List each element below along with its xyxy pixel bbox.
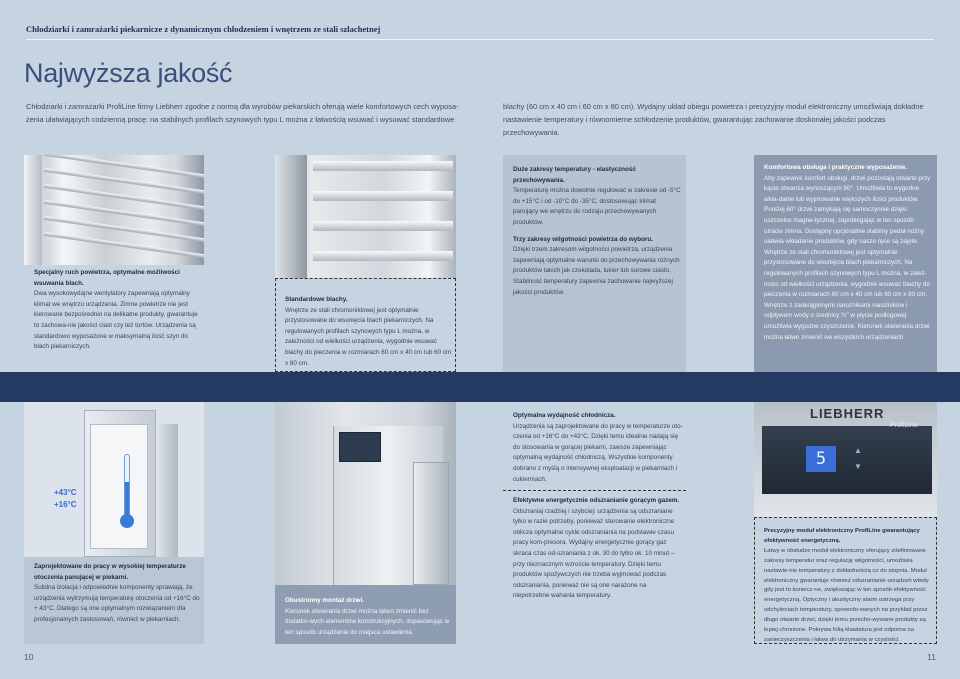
photo-fridge-temps [24, 402, 204, 557]
up-icon: ▲ [854, 446, 862, 455]
caption-standard-trays-text: Wnętrze ze stali chromoniklowej jest optymalnie przystosowane do wsunięcia blach piekarniczych. Na regulowanych profilach szynowych typu L można, w zależności od wielkości urządzenia, wygodnie wsuwać blachy do pieczenia w rozmiarach 60 cm x 40 cm lub 60 cm x 80 cm. [285, 306, 452, 367]
caption-door-mount [285, 596, 453, 638]
caption-defrost-box [503, 490, 686, 491]
tile-air-flow [24, 155, 204, 372]
caption-comfort-title: Komfortowa obsługa i praktyczne wyposażenie. [764, 164, 908, 171]
caption-high-ambient [34, 562, 202, 626]
brand-logo: LIEBHERR [810, 406, 885, 421]
caption-door-mount-title: Obustronny montaż drzwi. [285, 597, 365, 604]
caption-temperature-title: Duże zakresy temperatury - elastyczność przechowywania. [513, 166, 636, 184]
caption-cooling-text: Urządzenia są zaprojektowane do pracy w temperaturze oto-czenia od +16°C do +43°C. Dzięki temu idealnie nadają się do stosowania w gorącej piekarni, zawsze zapewniając optymalną wydajność chłodniczą. Wszystkie komponenty dobrano z myślą o intensywnej eksploatacji w piekarniach i cukierniach. [513, 422, 683, 483]
photo-rack-rails [24, 155, 204, 265]
photo-control-panel [754, 402, 937, 517]
running-header: Chłodziarki i zamrażarki piekarnicze z dynamicznym chłodzeniem i wnętrzem ze stali szlachetnej [26, 24, 381, 34]
caption-high-ambient-text: Solidna izolacja i odpowiednie komponenty sprawiają, że urządzenia wytrzymują temperaturę otoczenia od +16°C do + 43°C. Dlatego są one optymalnym rozwiązaniem dla profesjonalnych zastosowań, również w piekarniach. [34, 584, 200, 623]
caption-electronics-title: Precyzyjny moduł elektroniczny ProfiLine gwarantujący efektywność energetyczną. [764, 528, 920, 544]
caption-temperature-text: Temperaturę można dowolnie regulować w zakresie od -5°C do +15°C i od -10°C do -35°C, dostosowując klimat panujący we wnętrzu do rodzaju przechowywanych produktów. [513, 187, 681, 226]
tile-comfort [754, 155, 937, 372]
tile-electronics [754, 402, 937, 644]
separator-band [0, 372, 960, 402]
display-value: 5 [806, 446, 836, 472]
temp-high-label: +43°C [54, 488, 77, 497]
header-rule [26, 39, 934, 40]
page-title: Najwyższa jakość [24, 58, 233, 88]
caption-high-ambient-title: Zaprojektowane do pracy w wysokiej temperaturze otoczenia panującej w piekarni. [34, 563, 186, 581]
brand-line: ProfiLine [890, 422, 918, 429]
caption-air-flow-text: Dwa wysokowydajne wentylatory zapewniają optymalny klimat we wnętrzu urządzenia. Zimne powietrze nie jest kierowane bezpośrednio na delikatne produkty, gwarantuje to zachowa-nie jakości ciast czy też tortów. Urządzenia są standardowo wyposażone w maksymalną ilość szyn do blach piekarniczych. [34, 290, 198, 351]
caption-temperature-ranges [513, 165, 681, 298]
photo-trays [275, 155, 456, 278]
caption-standard-trays [285, 295, 453, 369]
tile-standard-trays [275, 155, 456, 372]
caption-electronics [764, 527, 936, 646]
caption-door-mount-text: Kierunek otwierania drzwi można łatwo zmienić bez dodatko-wych elementów konstrukcyjnych, dopasowując w ten sposób urządzenie do miejsca ustawienia. [285, 607, 450, 636]
temp-low-label: +16°C [54, 500, 77, 509]
down-icon: ▼ [854, 462, 862, 471]
tile-cooling-defrost [503, 402, 686, 644]
page-number-right: 11 [927, 652, 936, 662]
tile-temperature-ranges [503, 155, 686, 372]
caption-defrost-text: Odszraniaj rzadziej i szybciej: urządzenia są odszraniane tylko w razie potrzeby, ponieważ sterowanie elektroniczne oblicza optymalne cykle odszraniania na podstawie czasu pracy kom-presora. Wydajny energetycznie gorący gaz skraca czas od-szraniania z ok. 30 do tylko ok. 10 minut – przy nieznacznym wzroście temperatury. Dzięki temu produktów spożywczych nie trzeba wyjmować podczas odszraniania, ponieważ nie są one narażone na niepotrzebne wahania temperatury. [513, 507, 675, 600]
caption-defrost-title: Efektywne energetycznie odszranianie gorącym gazem. [513, 497, 680, 504]
intro-right: blachy (60 cm x 40 cm i 60 cm x 80 cm). Wydajny układ obiegu powietrza i precyzyjny moduł elektroniczny umożliwiają dokładne nastawienie temperatury i równomierne schłodzenie produktów, gwarantując zachowanie doskonałej jakości podczas przechowywania. [503, 102, 924, 137]
caption-comfort [764, 163, 934, 343]
caption-air-flow-title: Specjalny ruch powietrza, optymalne możliwości wsuwania blach. [34, 269, 180, 287]
caption-cooling-title: Optymalna wydajność chłodnicza. [513, 412, 616, 419]
tile-high-ambient [24, 402, 204, 644]
caption-comfort-text: Aby zapewnić komfort obsługi, drzwi pozostają otwarte przy kącie otwarcia wynoszącym 90°. Umożliwia to wygodne wkła-danie lub wyjmowanie większych ilości produktów. Poniżej 60° drzwi zamykają się samoczynnie dzięki uszczelce magne-tycznej, zapobiegając w ten sposób utracie zimna. Dostępny opcjonalnie stabilny pedał nożny ułatwia wkładanie produktów, gdy nasze ręce są zajęte. Wnętrze ze stali chromoniklowej jest optymalnie przystosowane do wsunięcia blach piekarniczych. Na regulowanych profilach szynowych typu L można, w zależ-ności od wielkości urządzenia, wygodnie wsuwać blachy do pieczenia w rozmiarach 60 cm x 40 cm lub 60 cm x 80 cm. Wnętrze z zaokrąglonymi narożnikami narożników i odpływem wody o średnicy ¾'' w płycie podłogowej umożliwia wygodne czyszczenie. Kierunek otwierania drzwi można łatwo zmienić we wszystkich urządzeniach. [764, 174, 931, 341]
page-number-left: 10 [24, 652, 34, 662]
photo-door [275, 402, 456, 585]
tile-door-mount [275, 402, 456, 644]
intro-left: Chłodziarki i zamrażarki ProfiLine firmy Liebherr zgodne z normą dla wyrobów piekarskich oferują wiele komfortowych cech wyposa-żenia ułatwiających codzienną pracę: na stabilnych profilach szynowych typu L można z łatwością wsuwać i wysuwać standardowe [26, 102, 459, 124]
caption-humidity-text: Dzięki trzem zakresom wilgotności powietrza, urządzenia zapewniają optymalne warunki do przechowywania różnych produktów takich jak czekolada, lukier lub surowe ciasto. Stabilność temperatury zapewnia zachowanie najwyższej jakości produktów. [513, 246, 680, 296]
caption-electronics-text: Łatwy w obsłudze moduł elektroniczny oferujący zdefiniowane zakresy temperatur oraz regulację wilgotności, umożliwia nastawie-nie temperatury z dokładnością co do stopnia. Moduł elektroniczny gwarantuje również odszranianie urządzeń wtedy gdy jest to koniecz-ne, zwiększając w ten sposób efektywność energetyczną. Optyczny i akustyczny alarm ostrzega przy odchyleniach temperatury, spowodo-wanych na przykład przez długo otwarte drzwi, dzięki temu przecho-wywane produkty są lepiej chronione. Pokrywa folią klawiatura jest odporna na zanieczyszczenia i łatwa do utrzymania w czystości. [764, 547, 929, 643]
caption-defrost [513, 496, 683, 602]
caption-standard-trays-title: Standardowe blachy. [285, 296, 348, 303]
caption-humidity-title: Trzy zakresy wilgotności powietrza do wyboru. [513, 235, 653, 243]
caption-air-flow [34, 268, 202, 353]
caption-cooling [513, 411, 683, 485]
